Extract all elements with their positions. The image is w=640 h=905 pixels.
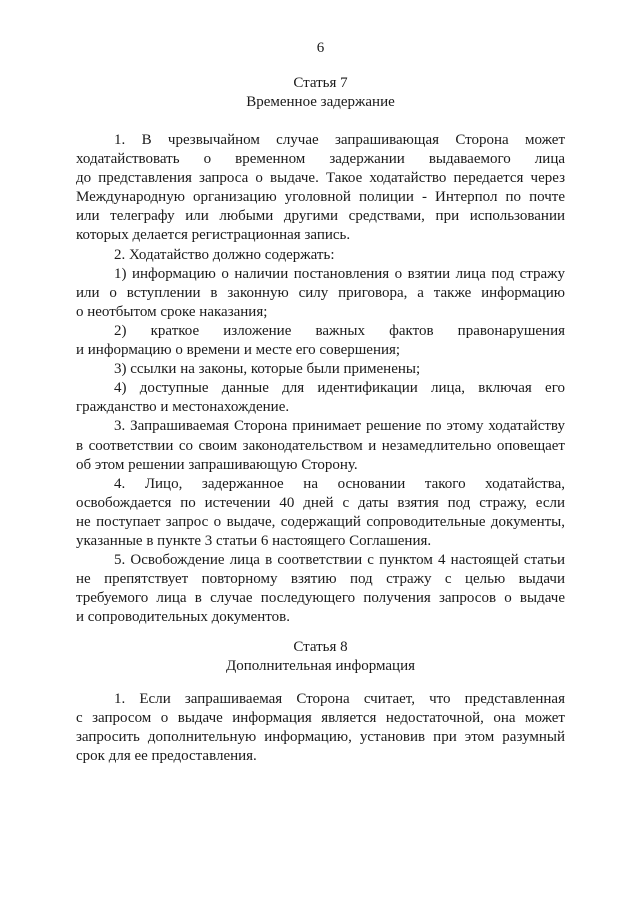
paragraph-line: ходатайствовать о временном задержании выдаваемого лица [76, 151, 565, 168]
paragraph-line: запросить дополнительную информацию, установив при этом разумный [76, 729, 565, 746]
paragraph-line: и сопроводительных документов. [76, 609, 290, 626]
paragraph-line: 1. Если запрашиваемая Сторона считает, что представленная [114, 691, 565, 707]
article-7-title: Статья 7 [293, 75, 348, 91]
paragraph-line: не поступает запрос о выдаче, содержащий сопроводительные документы, [76, 513, 565, 530]
article-8-title: Статья 8 [293, 639, 348, 655]
article-7-subtitle: Временное задержание [246, 94, 395, 110]
article-7-heading [76, 74, 565, 112]
paragraph-line: 2) краткое изложение важных фактов правонарушения [114, 322, 565, 339]
paragraph-line: которых делается регистрационная запись. [76, 227, 351, 244]
paragraph-line: 5. Освобождение лица в соответствии с пунктом 4 настоящей статьи [114, 552, 565, 569]
paragraph-line: об этом решении запрашивающую Сторону. [76, 456, 358, 473]
paragraph-line: указанные в пункте 3 статьи 6 настоящего Соглашения. [76, 532, 432, 549]
paragraph-line: и информацию о времени и месте его совершения; [76, 342, 401, 359]
paragraph-line: 4. Лицо, задержанное на основании такого ходатайства, [114, 475, 565, 492]
paragraph-line: с запросом о выдаче информация является недостаточной, она может [76, 710, 565, 727]
paragraph-line: или телеграфу или любыми другими средствами, при использовании [76, 208, 565, 225]
article-7-body [76, 131, 565, 627]
paragraph-line: или о вступлении в законную силу приговора, а также информацию [76, 284, 565, 301]
paragraph-line: Международную организацию уголовной полиции - Интерпол по почте [76, 189, 565, 206]
paragraph-line: 1. В чрезвычайном случае запрашивающая Сторона может [114, 132, 565, 148]
article-8-body [76, 690, 565, 766]
paragraph-line: 4) доступные данные для идентификации лица, включая его [114, 380, 565, 397]
paragraph-line: 3) ссылки на законы, которые были применены; [114, 361, 421, 378]
paragraph-line: 2. Ходатайство должно содержать: [114, 246, 335, 263]
article-8-subtitle: Дополнительная информация [225, 658, 416, 674]
paragraph-line: 1) информацию о наличии постановления о взятии лица под стражу [114, 265, 565, 282]
paragraph-line: до представления запроса о выдаче. Такое ходатайство передается через [76, 170, 565, 187]
paragraph-line: 3. Запрашиваемая Сторона принимает решение по этому ходатайству [114, 418, 565, 435]
paragraph-line: гражданство и местонахождение. [76, 399, 290, 416]
paragraph-line: в соответствии со своим законодательством и незамедлительно оповещает [76, 437, 565, 454]
paragraph-line: не препятствует повторному взятию под стражу с целью выдачи [76, 571, 565, 588]
article-8-heading [76, 638, 565, 676]
paragraph-line: освобождается по истечении 40 дней с даты взятия под стражу, если [76, 494, 565, 511]
paragraph-line: о неотбытом сроке наказания; [76, 303, 268, 320]
page-number: 6 [316, 40, 325, 56]
paragraph-line: срок для ее предоставления. [76, 748, 257, 765]
paragraph-line: требуемого лица в случае последующего получения запросов о выдаче [76, 590, 565, 607]
